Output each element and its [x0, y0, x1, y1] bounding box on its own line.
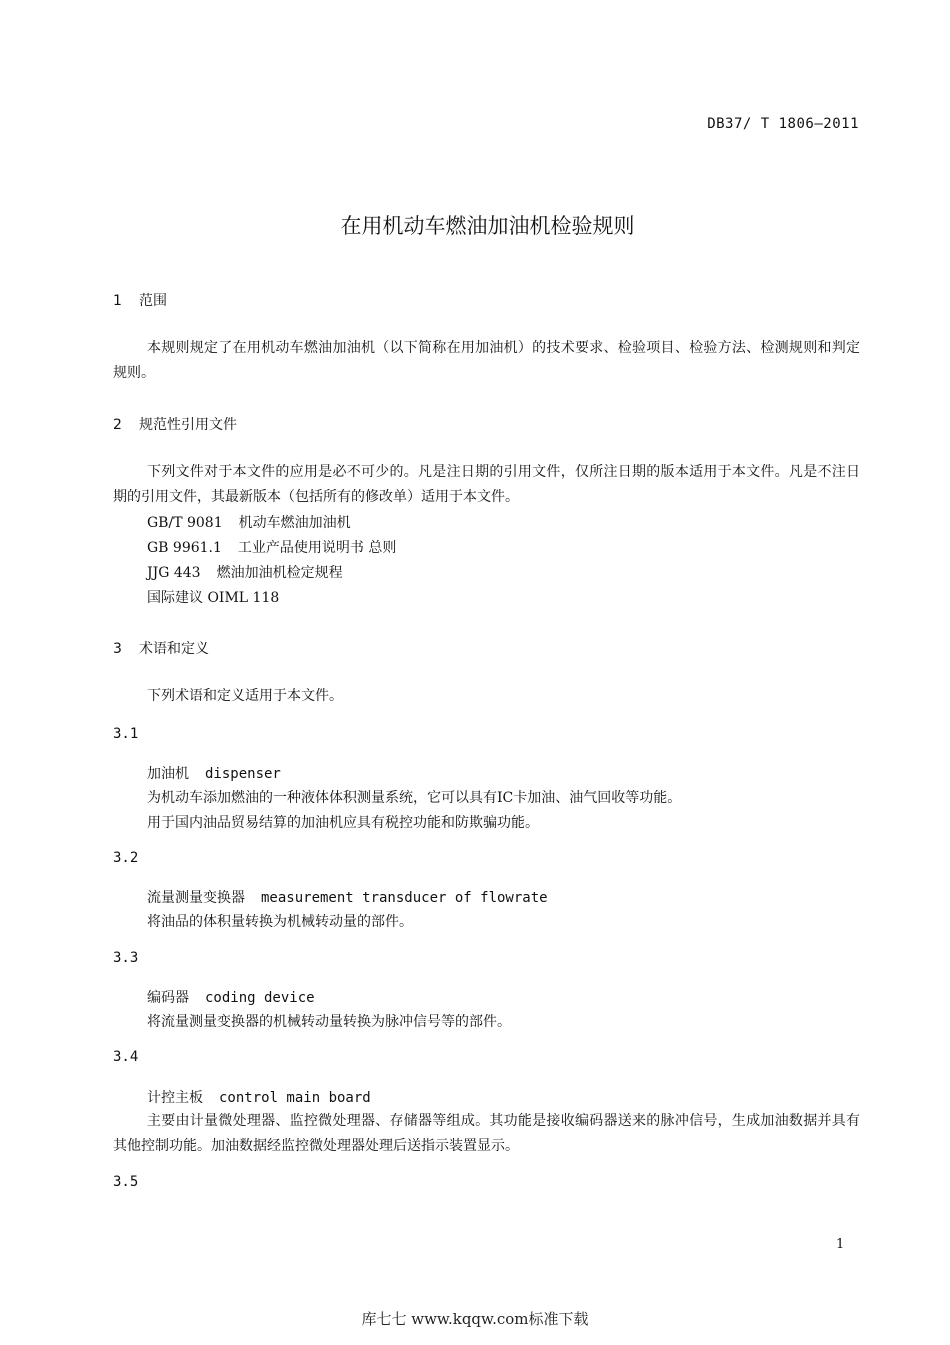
section-1-heading	[113, 290, 167, 310]
reference-name: 燃油加油机检定规程	[216, 565, 343, 581]
reference-item	[147, 512, 351, 532]
reference-code: JJG 443	[147, 565, 201, 581]
term-chinese: 加油机	[147, 766, 189, 782]
term-heading	[147, 1087, 371, 1107]
footer-watermark: 库七七 www.kqqw.com标准下载	[361, 1310, 589, 1328]
section-3-paragraph: 下列术语和定义适用于本文件。	[147, 688, 343, 704]
term-english: control main board	[219, 1090, 371, 1106]
term-heading	[147, 987, 315, 1007]
term-number: 3.4	[113, 1049, 139, 1065]
reference-name: 工业产品使用说明书 总则	[237, 540, 397, 556]
page-number: 1	[836, 1237, 845, 1252]
section-3-heading	[113, 638, 209, 658]
standard-code: DB37/ T 1806—2011	[707, 116, 859, 132]
term-definition: 用于国内油品贸易结算的加油机应具有税控功能和防欺骗功能。	[147, 815, 539, 831]
reference-item	[147, 587, 279, 607]
section-title: 术语和定义	[139, 641, 209, 657]
term-number: 3.1	[113, 726, 139, 742]
reference-name: 机动车燃油加油机	[238, 515, 351, 531]
term-number: 3.5	[113, 1174, 139, 1190]
term-heading	[147, 763, 281, 783]
term-definition: 将油品的体积量转换为机械转动量的部件。	[147, 914, 413, 930]
reference-code: GB/T 9081	[147, 515, 223, 531]
term-heading	[147, 887, 548, 907]
term-number: 3.2	[113, 850, 139, 866]
section-number: 2	[113, 417, 122, 433]
term-chinese: 编码器	[147, 990, 189, 1006]
term-definition: 将流量测量变换器的机械转动量转换为脉冲信号等的部件。	[147, 1014, 511, 1030]
section-number: 1	[113, 293, 122, 309]
section-title: 范围	[139, 293, 167, 309]
section-2-heading	[113, 414, 237, 434]
reference-item	[147, 537, 396, 557]
reference-code: 国际建议 OIML 118	[147, 590, 280, 606]
term-chinese: 计控主板	[147, 1090, 203, 1106]
term-english: dispenser	[205, 766, 281, 782]
term-definition: 为机动车添加燃油的一种液体体积测量系统，它可以具有IC卡加油、油气回收等功能。	[147, 790, 682, 806]
section-1-paragraph: 本规则规定了在用机动车燃油加油机（以下简称在用加油机）的技术要求、检验项目、检验方法、检测规则和判定规则。	[113, 340, 860, 381]
term-english: measurement transducer of flowrate	[261, 890, 548, 906]
section-title: 规范性引用文件	[139, 417, 237, 433]
reference-item	[147, 562, 343, 582]
reference-code: GB 9961.1	[147, 540, 222, 556]
term-chinese: 流量测量变换器	[147, 890, 245, 906]
document-title: 在用机动车燃油加油机检验规则	[340, 214, 635, 238]
section-number: 3	[113, 641, 122, 657]
term-english: coding device	[205, 990, 315, 1006]
term-number: 3.3	[113, 950, 139, 966]
section-2-paragraph: 下列文件对于本文件的应用是必不可少的。凡是注日期的引用文件，仅所注日期的版本适用于本文件。凡是不注日期的引用文件，其最新版本（包括所有的修改单）适用于本文件。	[113, 464, 860, 505]
term-definition: 主要由计量微处理器、监控微处理器、存储器等组成。其功能是接收编码器送来的脉冲信号，生成加油数据并具有其他控制功能。加油数据经监控微处理器处理后送指示装置显示。	[113, 1113, 860, 1154]
